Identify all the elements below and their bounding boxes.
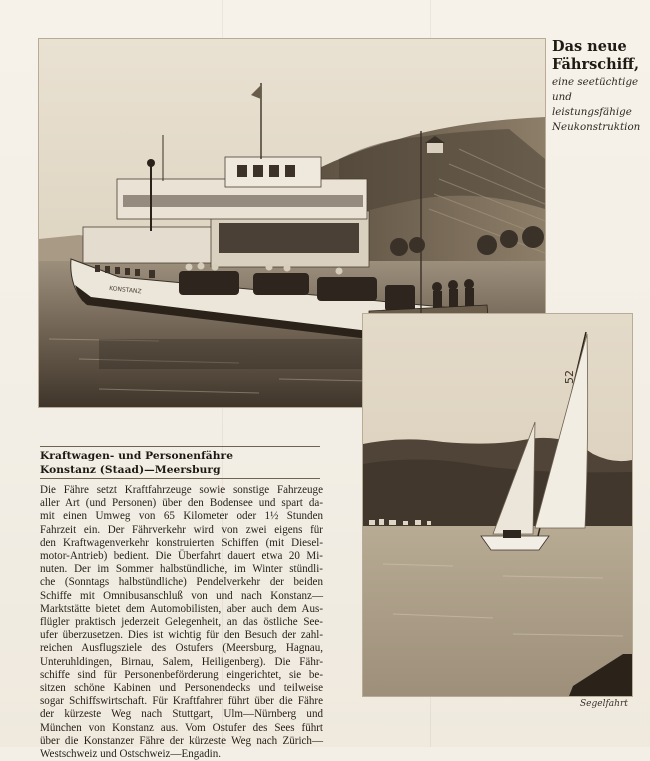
sailboat-caption: Segelfahrt bbox=[580, 699, 628, 709]
article-line: nuten. Der im Sommer halbstündliche, im Winter stündli- bbox=[40, 563, 323, 576]
article-line: motor-Antrieb) bedient. Die Überfahrt dauert etwa 20 Mi- bbox=[40, 550, 323, 563]
hull-lettering: KONSTANZ bbox=[108, 285, 142, 296]
headline-block bbox=[552, 38, 650, 135]
article-line: München von Konstanz aus. Vom Ostufer des Sees führt bbox=[40, 721, 323, 734]
headline-title: Das neue Fährschiff, bbox=[552, 38, 640, 73]
sailboat-photo bbox=[362, 313, 633, 697]
article-line: der kürzeste Weg nach Stuttgart, Ulm—Nürnberg und bbox=[40, 708, 323, 721]
article-line: ufer überzusetzen. Dies ist wichtig für den Besuch der zahl- bbox=[40, 629, 323, 642]
article-line: über die Konstanzer Fähre der kürzeste Weg nach Zürich— bbox=[40, 734, 323, 747]
article-line: sitzen schöne Kabinen und Personendecks und teilweise bbox=[40, 682, 323, 695]
title-rule-top bbox=[40, 446, 320, 447]
article-title: Kraftwagen- und Personenfähre Konstanz (Staad)—Meersburg bbox=[40, 450, 234, 476]
article-line: Schiffe mit Omnibusanschluß von und nach Konstanz— bbox=[40, 589, 323, 602]
sailboat-photo-image bbox=[363, 314, 632, 696]
article-line: Unteruhldingen, Birnau, Salem, Heiligenberg). Die Fähr- bbox=[40, 655, 323, 668]
article-line: mit einen Umweg von 65 Kilometer oder 1½ Stunden bbox=[40, 510, 323, 523]
article-line: schiffe sind für Personenbeförderung eingerichtet, sie be- bbox=[40, 668, 323, 681]
article-line: sogar Schiffswirtschaft. Für Kraftfahrer führt über die Fähre bbox=[40, 695, 323, 708]
headline-subtitle: eine seetüchtige und leistungsfähige Neukonstruktion bbox=[552, 76, 641, 133]
article-line: den Kraftwagenverkehr konstruierten Schiffen (mit Diesel- bbox=[40, 536, 323, 549]
article-line: Westschweiz und Ostschweiz—Engadin. bbox=[40, 748, 222, 761]
article-line: flügler praktisch jederzeit Gelegenheit, an das östliche See- bbox=[40, 616, 323, 629]
article-body bbox=[40, 484, 323, 761]
title-rule-bottom bbox=[40, 478, 320, 479]
article-line: Fahrzeit ein. Der Fährverkehr wird von zwei eigens für bbox=[40, 523, 323, 536]
article-line: aller Art (und Personen) über den Bodensee und spart da- bbox=[40, 497, 323, 510]
article-line: reichen Ausflugsziele des Ostufers (Meersburg, Hagnau, bbox=[40, 642, 323, 655]
sail-number: 52 bbox=[563, 370, 576, 384]
article-line: che (Sonntags halbstündliche) Pendelverkehr der beiden bbox=[40, 576, 323, 589]
article-line: Die Fähre setzt Kraftfahrzeuge sowie sonstige Fahrzeuge bbox=[40, 484, 323, 496]
article-line: Marktstätte bietet dem Automobilisten, aber auch dem Aus- bbox=[40, 602, 323, 615]
